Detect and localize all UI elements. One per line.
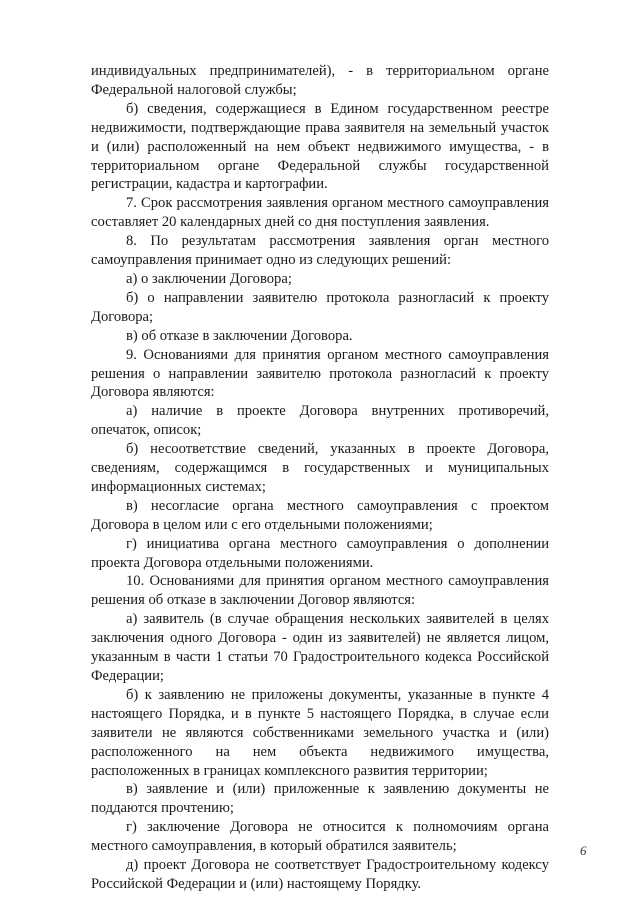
paragraph-9g: г) инициатива органа местного самоуправления о дополнении проекта Договора отдельными положениями. <box>91 535 549 571</box>
paragraph-8b: б) о направлении заявителю протокола разногласий к проекту Договора; <box>91 289 549 325</box>
paragraph-10b: б) к заявлению не приложены документы, указанные в пункте 4 настоящего Порядка, и в пункте 5 настоящего Порядка, в случае если заявители не являются собственниками земельного участка и (или) расположенного на нем объекта недвижимого имущества, расположенных в границах комплексного развития территории; <box>91 686 549 779</box>
page-number: 6 <box>580 843 587 858</box>
paragraph-8a: а) о заключении Договора; <box>126 270 292 287</box>
paragraph-10: 10. Основаниями для принятия органом местного самоуправления решения об отказе в заключении Договор являются: <box>91 573 549 609</box>
paragraph-7: 7. Срок рассмотрения заявления органом местного самоуправления составляет 20 календарных дней со дня поступления заявления. <box>91 195 549 231</box>
paragraph-9a: а) наличие в проекте Договора внутренних противоречий, опечаток, описок; <box>91 403 549 439</box>
paragraph-8v: в) об отказе в заключении Договора. <box>126 327 353 344</box>
paragraph-10a: а) заявитель (в случае обращения нескольких заявителей в целях заключения одного Договора - один из заявителей) не является лицом, указанным в части 1 статьи 70 Градостроительного кодекса Российской Федерации; <box>91 611 549 684</box>
paragraph-10d: д) проект Договора не соответствует Градостроительному кодексу Российской Федерации и (или) настоящему Порядку. <box>91 857 549 892</box>
paragraph-continuation: индивидуальных предпринимателей), - в территориальном органе Федеральной налоговой службы; <box>91 63 549 98</box>
paragraph-item-b-egrn: б) сведения, содержащиеся в Едином государственном реестре недвижимости, подтверждающие права заявителя на земельный участок и (или) расположенный на нем объект недвижимого имущества, - в территориальном органе Федеральной службы государственной регистрации, кадастра и картографии. <box>91 100 549 193</box>
paragraph-9v: в) несогласие органа местного самоуправления с проектом Договора в целом или с его отдельными положениями; <box>91 497 549 533</box>
paragraph-9: 9. Основаниями для принятия органом местного самоуправления решения о направлении заявителю протокола разногласий к проекту Договора являются: <box>91 346 549 401</box>
document-body <box>91 62 549 894</box>
paragraph-8: 8. По результатам рассмотрения заявления орган местного самоуправления принимает одно из следующих решений: <box>91 233 549 269</box>
paragraph-10g: г) заключение Договора не относится к полномочиям органа местного самоуправления, в который обратился заявитель; <box>91 819 549 855</box>
paragraph-10v: в) заявление и (или) приложенные к заявлению документы не поддаются прочтению; <box>91 781 549 817</box>
paragraph-9b: б) несоответствие сведений, указанных в проекте Договора, сведениям, содержащимся в государственных и муниципальных информационных системах; <box>91 441 549 495</box>
